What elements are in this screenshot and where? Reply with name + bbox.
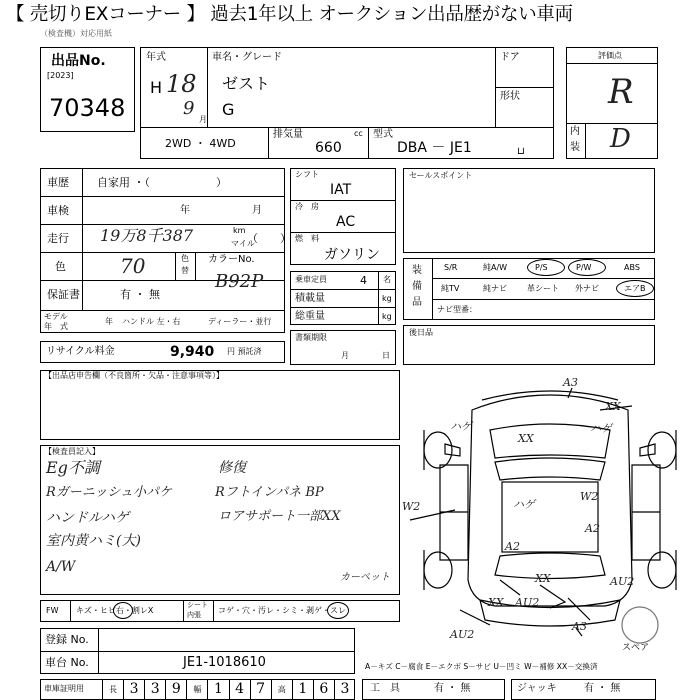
cert-box: 9	[165, 679, 186, 700]
equipment-label-2: 備	[412, 281, 422, 292]
ac-value: AC	[336, 214, 356, 230]
later-install-box	[403, 325, 655, 365]
seat-label-2: 内張	[187, 611, 201, 619]
mark-a2-rear: A2	[505, 540, 520, 553]
cert-box: 4	[229, 679, 250, 700]
lot-number: 70348	[49, 94, 126, 122]
lot-label: 出品No.	[51, 53, 106, 69]
equipment-label-3: 品	[412, 297, 422, 308]
equipment-label-1: 装	[412, 265, 422, 276]
nav-model-label: ナビ型番：	[437, 305, 477, 314]
cert-box: 高	[271, 679, 292, 700]
year-label: 年式	[146, 52, 166, 63]
chassis-label: 車台 No.	[45, 656, 89, 669]
car-damage-diagram	[340, 370, 700, 670]
sales-point-label: セールスポイント	[409, 171, 473, 180]
mark-a3-bottom: A3	[572, 620, 587, 633]
color-no-value: B92P	[215, 271, 264, 292]
mark-bp-left: ハゲ	[450, 420, 472, 433]
history-label: 車歴	[47, 176, 69, 189]
mark-au2-spare: AU2	[610, 575, 635, 588]
mark-au2-left: AU2	[450, 628, 475, 641]
color-label: 色	[55, 260, 66, 273]
month-suffix: 月	[199, 115, 207, 124]
damage-legend: A－キズ C－腐食 E－エクボ S－サビ U－凹ミ W－補修 XX－交換済	[365, 662, 598, 671]
doc-month: 月	[341, 351, 349, 360]
weight-unit: kg	[382, 312, 392, 321]
seller-notes-label: 【出品店申告欄（不良箇所・欠品・注意事項等）】	[44, 371, 224, 380]
dealer-option: ディーラー・並行	[208, 317, 272, 326]
cc-unit: cc	[354, 129, 363, 138]
inspector-note-3: ハンドルハゲ	[46, 510, 130, 526]
interior-label-1: 内	[570, 126, 580, 137]
capacity-label: 乗車定員	[295, 275, 327, 284]
form-subhead: （検査機）対応用紙	[40, 29, 112, 38]
mark-carpet: カーペット	[340, 572, 390, 583]
equip-nav: 純ナビ	[483, 284, 507, 293]
recycle-unit: 円 預託済	[227, 347, 262, 356]
score-value: R	[608, 72, 634, 112]
interior-label-2: 装	[570, 142, 580, 153]
cert-box: 3	[144, 679, 165, 700]
jack-label: ジャッキ	[517, 683, 557, 694]
model-label: 型式	[373, 129, 393, 140]
model-year-label-1: モデル	[44, 312, 68, 321]
mark-xx-mid: XX	[518, 432, 534, 445]
handle-option: ハンドル 左・右	[122, 317, 181, 326]
tools-label: 工 具	[370, 683, 400, 694]
cert-label: 車庫証明用	[44, 684, 84, 693]
doc-day: 日	[382, 351, 390, 360]
equip-pw: P/W	[576, 263, 592, 272]
fw-items: キズ・ヒビ右・割レX	[76, 606, 154, 615]
year-value: 18	[166, 70, 197, 98]
circle-airbag	[616, 280, 654, 297]
displacement-label: 排気量	[273, 129, 303, 140]
inspection-label: 車検	[47, 204, 69, 217]
equip-aw: 純A/W	[483, 263, 508, 272]
lot-stamp: [2023]	[47, 71, 74, 80]
shift-label: シフト	[295, 170, 319, 179]
color-value: 70	[120, 254, 146, 278]
inspector-note-1: Eg不調	[46, 458, 100, 477]
fuel-label: 燃 料	[295, 234, 319, 243]
cert-box: 1	[207, 679, 228, 700]
fuel-value: ガソリン	[324, 247, 380, 263]
shape-label: 形状	[500, 91, 520, 102]
inspector-note-6: 修復	[218, 460, 246, 476]
later-install-label: 後日品	[409, 328, 433, 337]
capacity-value: 4	[360, 274, 367, 287]
inspector-note-5: A/W	[46, 559, 76, 575]
mark-xx-top: XX	[605, 400, 621, 413]
mileage-label: 走行	[47, 232, 69, 245]
color-change-1: 色	[181, 254, 189, 263]
circle-seat-stain	[327, 602, 349, 619]
mile-unit: マイル	[231, 239, 255, 248]
model-year-suffix: 年	[105, 317, 113, 326]
equip-leather: 革シート	[527, 284, 559, 293]
weight-label: 総重量	[295, 311, 325, 322]
door-label: ドア	[500, 52, 520, 63]
inspector-label: 【検査員記入】	[44, 447, 100, 456]
cert-box: 長	[102, 679, 123, 700]
doc-label: 書類期限	[295, 333, 327, 342]
car-grade: G	[222, 100, 235, 119]
model-code: DBA － JE1	[397, 140, 472, 156]
mark-w2-right: W2	[580, 490, 599, 503]
era-value: H	[150, 78, 163, 97]
chassis-value: JE1-1018610	[183, 655, 266, 670]
mark-xx-rear: XX	[535, 572, 551, 585]
equip-sr: S/R	[444, 263, 458, 272]
color-change-2: 替	[181, 266, 189, 275]
mileage-value: 19万8千387	[100, 226, 194, 245]
inspector-note-4: 室内黄ハミ(大)	[46, 533, 141, 549]
mark-a2-right: A2	[585, 522, 600, 535]
mark-a3-top: A3	[563, 376, 578, 389]
circle-pw	[568, 259, 606, 276]
mark-xx-rear2: XX	[488, 596, 504, 609]
cert-box: 6	[313, 679, 334, 700]
inspector-note-2: Rガーニッシュ小パケ	[46, 485, 173, 500]
model-year-label-2: 年 式	[44, 322, 68, 331]
circle-ps	[527, 259, 565, 276]
cert-box: 3	[123, 679, 144, 700]
sales-point-box	[403, 168, 655, 253]
history-value: 自家用 ・（ ）	[97, 176, 227, 189]
km-unit: km	[233, 226, 246, 235]
jack-value: 有 ・ 無	[584, 683, 621, 694]
history-box	[40, 168, 285, 333]
month-value: 9	[183, 98, 195, 119]
name-label: 車名・グレード	[212, 52, 282, 63]
seat-items: コゲ・穴・汚レ・シミ・剥ゲ・スレ	[218, 606, 346, 615]
interior-score: D	[610, 124, 631, 154]
recycle-label: リサイクル料金	[46, 346, 115, 357]
cert-box: 幅	[186, 679, 207, 700]
circle-fw-crack	[113, 602, 133, 619]
warranty-label: 保証書	[47, 288, 80, 301]
inspector-note-8: ロアサポート一部XX	[218, 509, 341, 524]
cert-box: 3	[334, 679, 355, 700]
cert-box: 7	[250, 679, 271, 700]
lot-number-box	[40, 47, 135, 132]
cert-box: 1	[292, 679, 313, 700]
banner-title: 【 売切りEXコーナー 】 過去1年以上 オークション出品歴がない車両	[6, 4, 573, 25]
ac-label: 冷 房	[295, 202, 319, 211]
inspector-note-7: Rフトインパネ BP	[215, 485, 324, 500]
capacity-unit: 名	[383, 275, 391, 284]
inspection-year-unit: 年	[180, 205, 190, 216]
equip-airbag: エアB	[624, 284, 646, 293]
mark-w2-left: W2	[402, 500, 421, 513]
mark-bp-right: ハゲ	[590, 422, 612, 435]
car-name: ゼスト	[222, 74, 271, 93]
warranty-value: 有 ・ 無	[120, 288, 160, 301]
spare-label: スペア	[622, 643, 650, 653]
fw-label: FW	[46, 606, 59, 615]
mark-bp-center: ハゲ	[513, 498, 535, 511]
load-unit: kg	[382, 294, 392, 303]
inspection-month-unit: 月	[252, 205, 262, 216]
equip-tv: 純TV	[441, 284, 460, 293]
check-mark: ⊔	[517, 146, 525, 157]
tools-value: 有 ・ 無	[434, 683, 471, 694]
seat-label-1: シート	[187, 601, 208, 609]
shift-value: IAT	[330, 182, 352, 198]
equip-ps: P/S	[535, 263, 548, 272]
displacement-value: 660	[315, 140, 342, 156]
mileage-paren: （ ）	[247, 232, 291, 245]
drive-type: 2WD ・ 4WD	[165, 137, 236, 150]
cert-dimension-boxes	[102, 679, 355, 700]
mark-au2-rear: AU2	[515, 596, 540, 609]
equip-ext-nav: 外ナビ	[575, 284, 599, 293]
reg-label: 登録 No.	[45, 633, 89, 646]
recycle-value: 9,940	[170, 344, 215, 360]
equip-abs: ABS	[624, 263, 640, 272]
seller-notes-box	[40, 370, 400, 440]
load-label: 積載量	[295, 293, 325, 304]
score-label: 評価点	[598, 51, 622, 60]
color-no-label: カラーNo.	[208, 254, 255, 265]
